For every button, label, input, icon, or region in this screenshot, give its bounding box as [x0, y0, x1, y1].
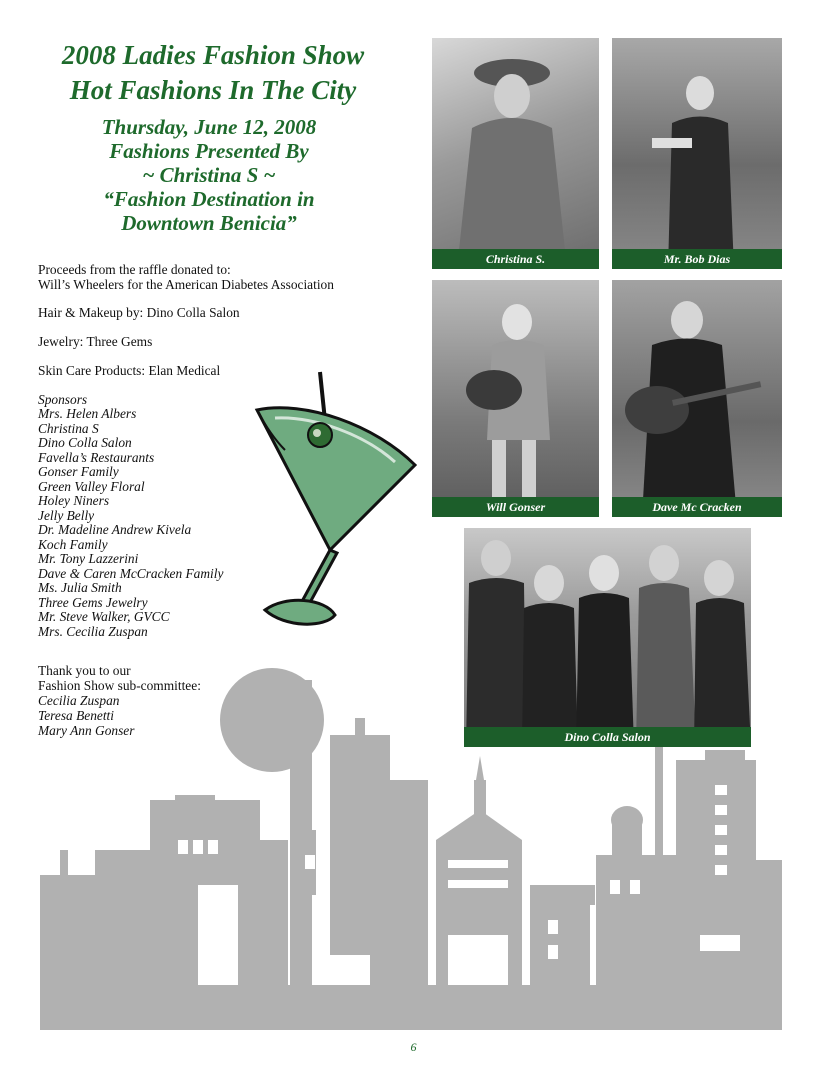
- list-item: Mr. Steve Walker, GVCC: [38, 609, 170, 624]
- page-subtitle: Hot Fashions In The City: [69, 75, 357, 105]
- photo-caption: Will Gonser: [432, 497, 599, 517]
- list-item: Cecilia Zuspan: [38, 693, 120, 708]
- list-item: Mrs. Cecilia Zuspan: [38, 623, 148, 639]
- list-item: Dave & Caren McCracken Family: [38, 565, 224, 581]
- sponsors-heading: Sponsors: [38, 392, 88, 407]
- photo-caption: Dave Mc Cracken: [612, 497, 782, 517]
- group-silhouette-icon: [464, 528, 751, 747]
- photo-dino-colla-salon: [464, 528, 751, 747]
- person-silhouette-icon: [612, 280, 782, 517]
- list-item: Favella’s Restaurants: [38, 449, 155, 465]
- thanks-line1: Thank you to our: [38, 663, 131, 678]
- person-silhouette-icon: [432, 38, 599, 269]
- presenter-name: ~ Christina S ~: [142, 163, 276, 187]
- photo-will-gonser: [432, 280, 599, 517]
- list-item: Christina S: [38, 420, 99, 436]
- list-item: Three Gems Jewelry: [38, 594, 148, 610]
- list-item: Dr. Madeline Andrew Kivela: [38, 522, 192, 537]
- hair-makeup-credit: Hair & Makeup by: Dino Colla Salon: [38, 305, 240, 320]
- list-item: Green Valley Floral: [38, 478, 145, 494]
- list-item: Teresa Benetti: [38, 708, 114, 723]
- page-number: 6: [410, 1040, 417, 1054]
- photo-caption: Dino Colla Salon: [464, 727, 751, 747]
- list-item: Gonser Family: [38, 464, 119, 479]
- skin-care-credit: Skin Care Products: Elan Medical: [38, 363, 221, 378]
- tagline-line1: “Fashion Destination in: [103, 187, 315, 211]
- thanks-line2: Fashion Show sub-committee:: [38, 678, 201, 693]
- list-item: Jelly Belly: [38, 507, 95, 523]
- photo-caption: Mr. Bob Dias: [612, 249, 782, 269]
- presented-by: Fashions Presented By: [109, 139, 309, 163]
- list-item: Mr. Tony Lazzerini: [38, 551, 139, 566]
- event-date: Thursday, June 12, 2008: [101, 115, 317, 139]
- jewelry-credit: Jewelry: Three Gems: [38, 334, 153, 349]
- list-item: Ms. Julia Smith: [38, 580, 122, 595]
- person-silhouette-icon: [612, 38, 782, 269]
- list-item: Mrs. Helen Albers: [38, 406, 137, 421]
- photo-dave-mccracken: [612, 280, 782, 517]
- proceeds-line1: Proceeds from the raffle donated to:: [38, 262, 231, 277]
- list-item: Koch Family: [38, 536, 108, 552]
- photo-christina: [432, 38, 599, 269]
- person-silhouette-icon: [432, 280, 599, 517]
- list-item: Holey Niners: [38, 493, 110, 508]
- list-item: Mary Ann Gonser: [38, 723, 135, 738]
- list-item: Dino Colla Salon: [38, 435, 132, 450]
- photo-bob-dias: [612, 38, 782, 269]
- page-title: 2008 Ladies Fashion Show: [61, 40, 365, 70]
- tagline-line2: Downtown Benicia”: [121, 211, 297, 235]
- proceeds-line2: Will’s Wheelers for the American Diabetes Association: [38, 277, 334, 292]
- photo-caption: Christina S.: [432, 249, 599, 269]
